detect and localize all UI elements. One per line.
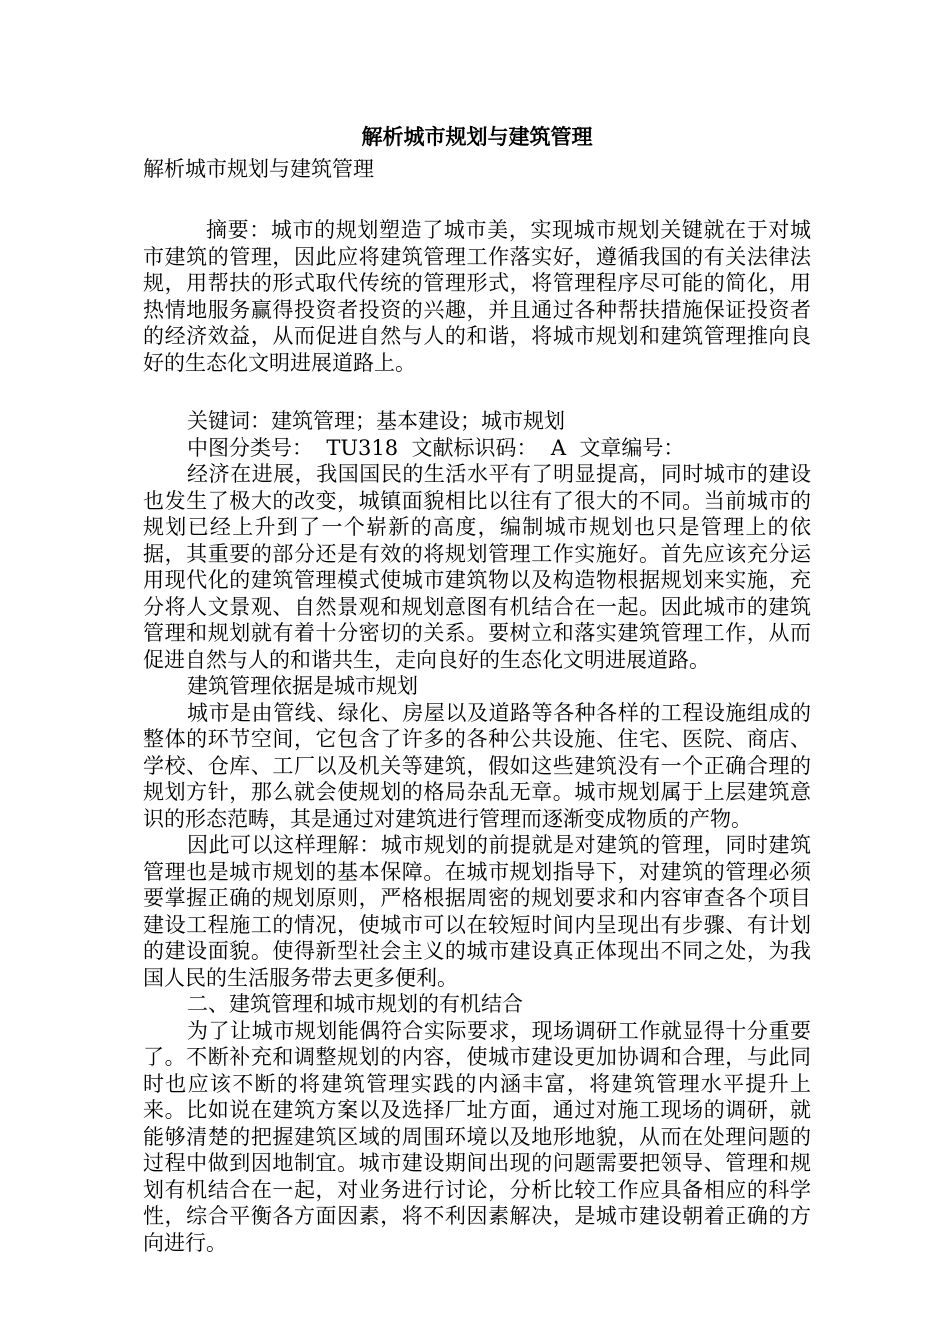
intro-paragraph: 经济在进展，我国国民的生活水平有了明显提高，同时城市的建设也发生了极大的改变，城镇面貌相比以往有了很大的不同。当前城市的规划已经上升到了一个崭新的高度，编制城市规划也只是管理上的依据，其重要的部分还是有效的将规划管理工作实施好。首先应该充分运用现代化的建筑管理模式使城市建筑物以及构造物根据规划来实施，充分将人文景观、自然景观和规划意图有机结合在一起。因此城市的建筑管理和规划就有着十分密切的关系。要树立和落实建筑管理工作，从而促进自然与人的和谐共生，走向良好的生态化文明进展道路。 (143, 462, 811, 672)
section2-paragraph-1: 为了让城市规划能偶符合实际要求，现场调研工作就显得十分重要了。不断补充和调整规划的内容，使城市建设更加协调和合理，与此同时也应该不断的将建筑管理实践的内涵丰富，将建筑管理水平提升上来。比如说在建筑方案以及选择厂址方面，通过对施工现场的调研，就能够清楚的把握建筑区域的周围环境以及地形地貌，从而在处理问题的过程中做到因地制宜。城市建设期间出现的问题需要把领导、管理和规划有机结合在一起，对业务进行讨论，分析比较工作应具备相应的科学性，综合平衡各方面因素，将不利因素解决，是城市建设朝着正确的方向进行。 (143, 1018, 811, 1255)
keywords-line: 关键词：建筑管理；基本建设；城市规划 (187, 409, 565, 433)
section1-paragraph-2: 因此可以这样理解：城市规划的前提就是对建筑的管理，同时建筑管理也是城市规划的基本保障。在城市规划指导下，对建筑的管理必须要掌握正确的规划原则，严格根据周密的规划要求和内容审查各个项目建设工程施工的情况，使城市可以在较短时间内呈现出有步骤、有计划的建设面貌。使得新型社会主义的城市建设真正体现出不同之处，为我国人民的生活服务带去更多便利。 (143, 833, 811, 990)
document-title: 解析城市规划与建筑管理 (361, 124, 593, 149)
section2-heading: 二、建筑管理和城市规划的有机结合 (187, 992, 523, 1016)
section1-heading: 建筑管理依据是城市规划 (187, 674, 418, 698)
spacer (143, 376, 811, 408)
abstract-paragraph: 摘要：城市的规划塑造了城市美，实现城市规划关键就在于对城市建筑的管理，因此应将建筑管理工作落实好，遵循我国的有关法律法规，用帮扶的形式取代传统的管理形式，将管理程序尽可能的简化，用热情地服务赢得投资者投资的兴趣，并且通过各种帮扶措施保证投资者的经济效益，从而促进自然与人的和谐，将城市规划和建筑管理推向良好的生态化文明进展道路上。 (143, 218, 811, 375)
section1-paragraph-1: 城市是由管线、绿化、房屋以及道路等各种各样的工程设施组成的整体的环节空间，它包含了许多的各种公共设施、住宅、医院、商店、学校、仓库、工厂以及机关等建筑，假如这些建筑没有一个正确合理的规划方针，那么就会使规划的格局杂乱无章。城市规划属于上层建筑意识的形态范畴，其是通过对建筑进行管理而逐渐变成物质的产物。 (143, 700, 811, 831)
document-subtitle: 解析城市规划与建筑管理 (143, 157, 374, 181)
document-page (143, 121, 811, 1256)
classification-line: 中图分类号： TU318 文献标识码： A 文章编号： (187, 435, 685, 460)
spacer (143, 185, 811, 217)
